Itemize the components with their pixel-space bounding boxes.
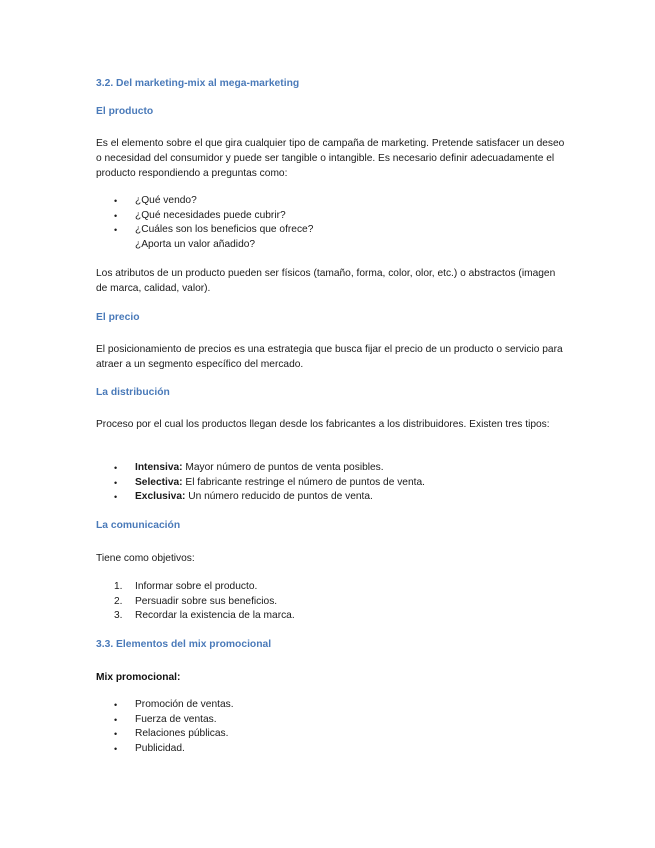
bullet-icon: • — [114, 463, 118, 473]
list-number: 1. — [114, 581, 123, 592]
comunicacion-paragraph: Tiene como objetivos: — [96, 553, 195, 564]
producto-attributes-paragraph: Los atributos de un producto pueden ser físicos (tamaño, forma, color, olor, etc.) o abstractos (imagen de marca, calidad, valor). — [96, 268, 556, 294]
precio-heading: El precio — [96, 312, 140, 323]
bullet-icon: • — [114, 714, 118, 725]
bullet-icon: • — [114, 492, 118, 503]
list-item: • Fuerza de ventas. — [96, 713, 566, 728]
list-item: • ¿Cuáles son los beneficios que ofrece? ¿Aporta un valor añadido? — [114, 224, 314, 250]
bullet-icon: • — [114, 700, 118, 710]
distribucion-heading: La distribución — [96, 387, 170, 398]
mix-promocional-label: Mix promocional: — [96, 672, 181, 683]
bullet-icon: • — [114, 743, 118, 754]
bullet-icon: • — [114, 729, 118, 740]
section-3-3-title: 3.3. Elementos del mix promocional — [96, 639, 272, 650]
producto-paragraph: Es el elemento sobre el que gira cualquier tipo de campaña de marketing. Pretende satisfacer un deseo o necesidad del consumidor y puede ser tangible o intangible. Es necesario definir adecuadamente el producto respondiendo a preguntas como: — [96, 138, 565, 179]
list-item: • Promoción de ventas. — [96, 698, 566, 713]
list-item: • ¿Qué necesidades puede cubrir? — [96, 209, 566, 224]
distribucion-paragraph: Proceso por el cual los productos llegan desde los fabricantes a los distribuidores. Existen tres tipos: — [96, 419, 550, 430]
list-item: • Exclusiva: Un número reducido de puntos de venta. — [96, 490, 566, 505]
question-continuation: ¿Aporta un valor añadido? — [135, 238, 256, 250]
section-3-2-title: 3.2. Del marketing-mix al mega-marketing — [96, 78, 300, 89]
comunicacion-heading: La comunicación — [96, 520, 181, 531]
list-item: • ¿Qué vendo? — [96, 194, 566, 209]
distribucion-types-list — [96, 461, 566, 505]
mix-promocional-list — [96, 698, 566, 756]
comunicacion-objectives-list — [96, 580, 566, 624]
list-item: 2. Persuadir sobre sus beneficios. — [96, 595, 566, 610]
list-number: 2. — [114, 595, 123, 607]
bullet-icon: • — [114, 225, 118, 236]
list-item: 1. Informar sobre el producto. — [96, 580, 566, 595]
list-item: • Intensiva: Mayor número de puntos de venta posibles. — [96, 461, 566, 476]
producto-heading: El producto — [96, 106, 154, 117]
bullet-icon: • — [114, 210, 118, 221]
bullet-icon: • — [114, 196, 118, 206]
list-item: 3. Recordar la existencia de la marca. — [96, 609, 566, 624]
list-item: • Publicidad. — [96, 742, 566, 757]
precio-paragraph: El posicionamiento de precios es una estrategia que busca fijar el precio de un producto o servicio para atraer a un segmento específico del mercado. — [96, 344, 563, 370]
list-item: • Selectiva: El fabricante restringe el número de puntos de venta. — [96, 476, 566, 491]
bullet-icon: • — [114, 477, 118, 488]
list-item: • Relaciones públicas. — [96, 727, 566, 742]
producto-questions-list — [96, 194, 566, 252]
list-number: 3. — [114, 610, 123, 622]
